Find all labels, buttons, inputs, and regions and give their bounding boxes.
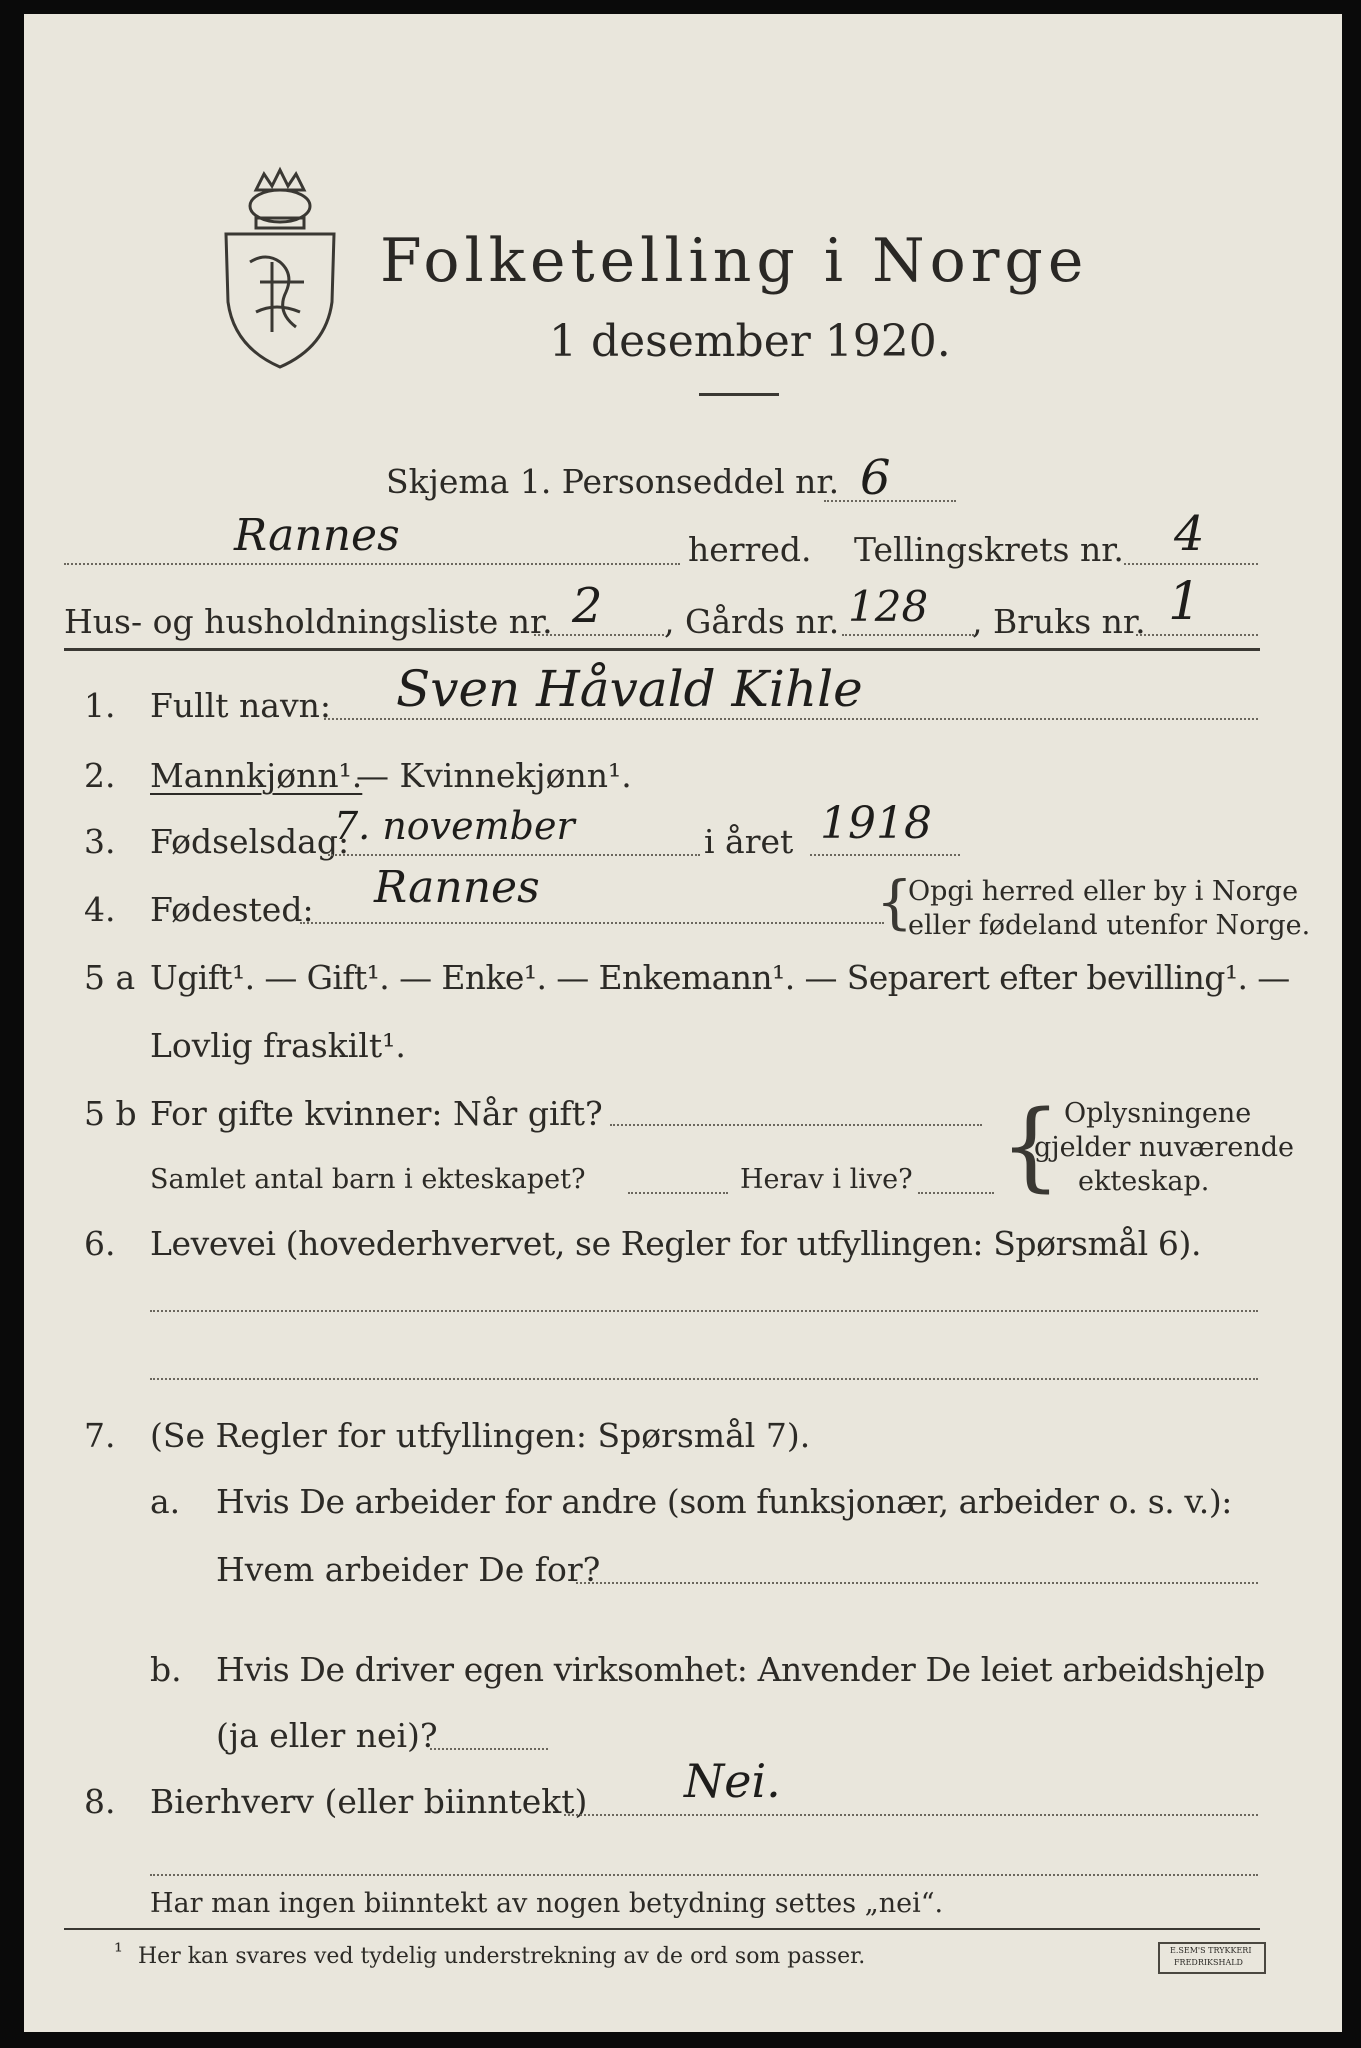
q4-note-2: eller fødeland utenfor Norge. bbox=[908, 910, 1311, 941]
q5b-children-alive: Herav i live? bbox=[740, 1164, 913, 1195]
q5b-note-1: Oplysningene bbox=[1064, 1098, 1252, 1129]
q8-answer: Nei. bbox=[684, 1754, 781, 1808]
q2-mannkjonn: Mannkjønn¹. bbox=[150, 756, 363, 795]
q3-number: 3. bbox=[84, 822, 116, 861]
q5b-married-when: For gifte kvinner: Når gift? bbox=[150, 1094, 603, 1133]
herred-label: herred. bbox=[688, 530, 812, 569]
husliste-nr: 2 bbox=[572, 578, 603, 634]
q6-number: 6. bbox=[84, 1224, 116, 1263]
q4-birthplace: Rannes bbox=[374, 862, 540, 913]
printer-stamp-line-2: FREDRIKSHALD bbox=[1174, 1958, 1243, 1967]
q5a-options-2: Lovlig fraskilt¹. bbox=[150, 1026, 406, 1065]
q1-label: Fullt navn: bbox=[150, 686, 331, 725]
q3-year-label: i året bbox=[704, 822, 794, 861]
q8-line-2 bbox=[150, 1874, 1258, 1876]
q3-year-line bbox=[810, 854, 960, 856]
norwegian-coat-of-arms-icon bbox=[216, 162, 336, 372]
q7-number: 7. bbox=[84, 1416, 116, 1455]
census-date: 1 desember 1920. bbox=[549, 316, 951, 367]
footnote-mark: ¹ bbox=[114, 1940, 123, 1965]
q3-birth-year: 1918 bbox=[820, 798, 932, 849]
q1-number: 1. bbox=[84, 686, 116, 725]
q6-line-2 bbox=[150, 1378, 1258, 1380]
q5a-options-1: Ugift¹. — Gift¹. — Enke¹. — Enkemann¹. — Separert efter bevilling¹. — bbox=[150, 958, 1290, 997]
q7-label: (Se Regler for utfyllingen: Spørsmål 7). bbox=[150, 1416, 811, 1455]
q8-label: Bierhverv (eller biinntekt) bbox=[150, 1782, 588, 1821]
q3-line bbox=[328, 854, 700, 856]
printer-stamp bbox=[1158, 1942, 1266, 1974]
q5b-married-line bbox=[610, 1124, 982, 1126]
footnote-divider bbox=[64, 1928, 1260, 1930]
q7b-question: Hvis De driver egen virksomhet: Anvender De leiet arbeidshjelp bbox=[216, 1650, 1265, 1689]
bruks-line bbox=[1136, 634, 1258, 636]
gards-nr: 128 bbox=[848, 582, 929, 631]
q2-kvinnekjonn: — Kvinnekjønn¹. bbox=[356, 756, 632, 795]
q5b-note-2: gjelder nuværende bbox=[1034, 1132, 1294, 1163]
title-divider bbox=[699, 393, 779, 396]
personseddel-nr: 6 bbox=[860, 450, 891, 506]
q1-line bbox=[324, 718, 1258, 720]
skjema-label: Skjema 1. Personseddel nr. bbox=[386, 462, 840, 501]
q8-note: Har man ingen biinntekt av nogen betydning settes „nei“. bbox=[150, 1888, 944, 1919]
q6-line-1 bbox=[150, 1310, 1258, 1312]
q3-birth-date: 7. november bbox=[334, 804, 575, 848]
q7a-employer-label: Hvem arbeider De for? bbox=[216, 1550, 601, 1589]
q4-label: Fødested: bbox=[150, 890, 314, 929]
tellingskrets-line bbox=[1124, 563, 1258, 565]
printer-stamp-line-1: E.SEM'S TRYKKERI bbox=[1170, 1946, 1252, 1955]
tellingskrets-label: Tellingskrets nr. bbox=[854, 530, 1124, 569]
q5b-note-3: ekteskap. bbox=[1078, 1166, 1210, 1197]
q4-number: 4. bbox=[84, 890, 116, 929]
q7a-employer-line bbox=[576, 1582, 1258, 1584]
q5a-number: 5 a bbox=[84, 958, 136, 997]
q3-label: Fødselsdag: bbox=[150, 822, 350, 861]
q7b-letter: b. bbox=[150, 1650, 182, 1689]
tellingskrets-nr: 4 bbox=[1174, 506, 1205, 562]
q1-full-name: Sven Håvald Kihle bbox=[396, 660, 863, 718]
q4-line bbox=[300, 922, 884, 924]
q7b-yes-no-line bbox=[430, 1748, 548, 1750]
census-form-page bbox=[24, 14, 1342, 2032]
section-divider bbox=[64, 648, 1260, 651]
gards-label: , Gårds nr. bbox=[664, 602, 840, 641]
q8-number: 8. bbox=[84, 1782, 116, 1821]
bruks-nr: 1 bbox=[1168, 572, 1202, 632]
q5b-alive-line bbox=[918, 1192, 994, 1194]
q4-brace: { bbox=[876, 868, 913, 936]
bruks-label: , Bruks nr. bbox=[972, 602, 1146, 641]
form-title: Folketelling i Norge bbox=[380, 226, 1089, 296]
gards-line bbox=[842, 634, 974, 636]
q5b-children-line bbox=[628, 1192, 728, 1194]
q4-note-1: Opgi herred eller by i Norge bbox=[908, 876, 1299, 907]
husliste-line bbox=[534, 634, 664, 636]
herred-value: Rannes bbox=[234, 510, 400, 561]
q8-line bbox=[564, 1814, 1258, 1816]
q7a-letter: a. bbox=[150, 1482, 181, 1521]
q6-label: Levevei (hovederhvervet, se Regler for utfyllingen: Spørsmål 6). bbox=[150, 1224, 1202, 1263]
footnote-text: Her kan svares ved tydelig understrekning av de ord som passer. bbox=[138, 1944, 866, 1969]
q5b-children-total: Samlet antal barn i ekteskapet? bbox=[150, 1164, 586, 1195]
herred-line bbox=[64, 563, 680, 565]
q5b-brace: { bbox=[1000, 1090, 1062, 1202]
husliste-label: Hus- og husholdningsliste nr. bbox=[64, 602, 553, 641]
q7b-yes-no-label: (ja eller nei)? bbox=[216, 1716, 438, 1755]
q2-number: 2. bbox=[84, 756, 116, 795]
q5b-number: 5 b bbox=[84, 1094, 137, 1133]
q7a-question: Hvis De arbeider for andre (som funksjonær, arbeider o. s. v.): bbox=[216, 1482, 1233, 1521]
